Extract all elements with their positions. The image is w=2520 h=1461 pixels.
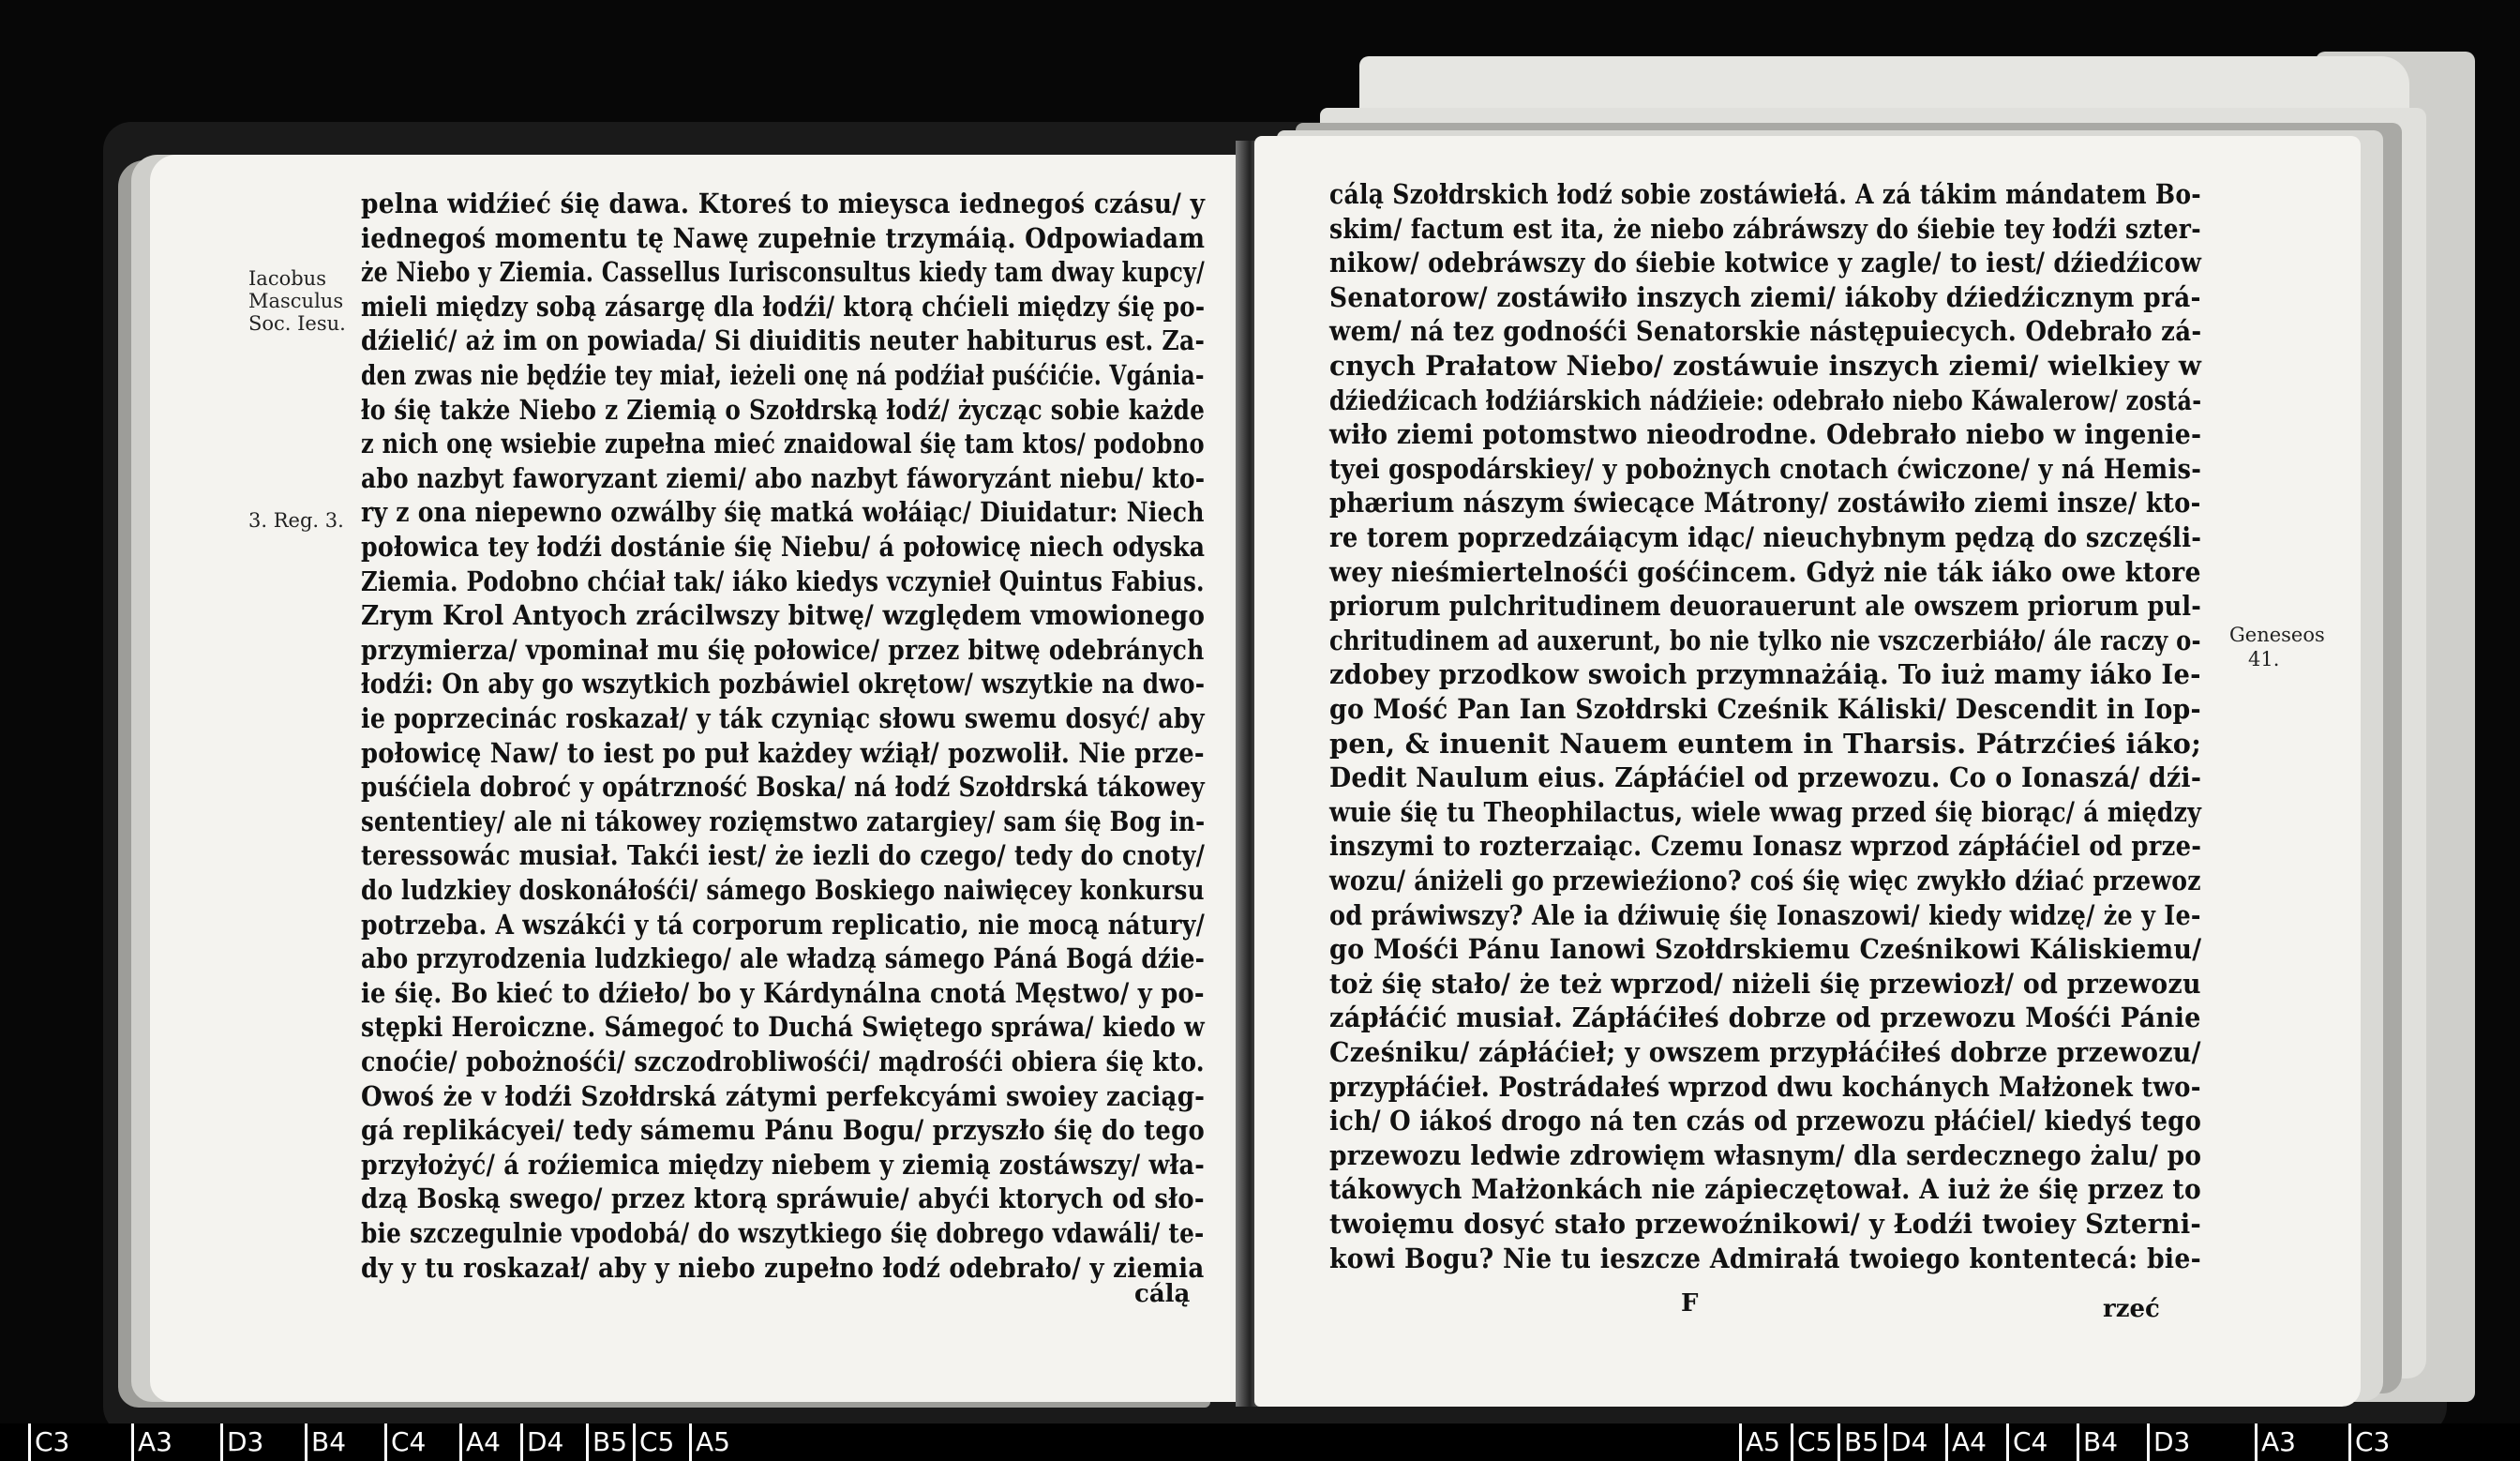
text-line: stępki Heroiczne. Sámegoć to Duchá Swiętego spráwa/ kiedo w	[361, 1011, 1205, 1044]
left-catchword: cálą	[1134, 1280, 1191, 1308]
text-line: sententiey/ ale ni tákowey rozięmstwo zatargiey/ sam śię Bog in-	[361, 805, 1206, 837]
scale-label: B4	[305, 1423, 346, 1461]
text-line: teressowác musiał. Takći iest/ że iezli do czego/ tedy do cnoty/	[361, 839, 1206, 872]
text-line: priorum pulchritudinem deuorauerunt ale owszem priorum pul-	[1329, 590, 2202, 623]
right-page	[1254, 136, 2361, 1407]
text-line: przyłożyć/ á roźiemica między niebem y ziemią zostáwszy/ wła-	[361, 1148, 1205, 1181]
text-line: den zwas nie będźie tey miał, ieżeli onę ná podźiał puśćićie. Vgánia-	[361, 359, 1205, 391]
text-line: od práwiwszy? Ale ia dźiwuię śię Ionaszowi/ kiedy widzę/ że y Ie-	[1329, 898, 2201, 931]
scale-label: C3	[2348, 1423, 2390, 1461]
text-line: Owoś że v łodźi Szołdrská zátymi perfekcyámi swoiey zaciąg-	[361, 1079, 1206, 1112]
scale-label: C4	[384, 1423, 426, 1461]
text-line: puśćiela dobroć y opátrzność Boska/ ná łodź Szołdrská tákowey	[361, 771, 1206, 804]
text-line: kowi Bogu? Nie tu ieszcze Admirałá twoiego kontentecá: bie-	[1329, 1242, 2201, 1274]
text-line: abo nazbyt faworyzant ziemi/ abo nazbyt fáworyzánt niebu/ kto-	[361, 461, 1206, 494]
text-line: go Mośći Pánu Ianowi Szołdrskiemu Cześnikowi Káliskiemu/	[1329, 933, 2202, 966]
scale-label: A5	[689, 1423, 730, 1461]
text-line: wiło ziemi potomstwo nieodrodne. Odebrało niebo w ingenie-	[1329, 418, 2202, 451]
margin-note-author-3: Soc. Iesu.	[248, 312, 346, 335]
text-line: cálą Szołdrskich łodź sobie zostáwiełá. A zá tákim mándatem Bo-	[1329, 178, 2201, 210]
text-line: dzą Boską swego/ przez ktorą spráwuie/ abyći ktorych od sło-	[361, 1182, 1205, 1215]
text-line: tákowych Małżonkách nie zápieczętował. A iuż że śię przez to	[1329, 1173, 2201, 1206]
text-line: cnych Prałatow Niebo/ zostáwuie inszych ziemi/ wielkiey w	[1329, 350, 2202, 382]
text-line: pelna widźieć śię dawa. Ktoreś to mieysca iednegoś czásu/ y	[361, 188, 1206, 219]
text-line: cnoćie/ pobożnośći/ szczodrobliwośći/ mądrośći obiera śię kto.	[361, 1046, 1205, 1077]
text-line: dźielić/ aż im on powiada/ Si diuiditis neuter habiturus est. Za-	[361, 324, 1206, 357]
text-line: wey nieśmiertelnośći gośćincem. Gdyż nie ták iáko owe ktore	[1329, 555, 2201, 588]
text-line: abo przyrodzenia ludzkiego/ ale władzą sámego Páná Bogá dźie-	[361, 942, 1206, 975]
scale-label: A3	[2255, 1423, 2296, 1461]
text-line: Dedit Naulum eius. Zápłáćiel od przewozu. Co o Ionaszá/ dźi-	[1329, 761, 2202, 794]
scale-label: B5	[1838, 1423, 1879, 1461]
text-line: bie szczegulnie vpodobá/ do wszytkiego śię dobrego vdawáli/ te-	[361, 1217, 1205, 1249]
scale-label: D4	[1884, 1423, 1928, 1461]
scale-label: D3	[2147, 1423, 2190, 1461]
text-line: potrzeba. A wszákći y tá corporum replicatio, nie mocą nátury/	[361, 908, 1206, 941]
text-line: go Mość Pan Ian Szołdrski Cześnik Káliski/ Descendit in Iop-	[1329, 693, 2201, 725]
text-line: połowicę Naw/ to iest po puł każdey wźiął/ pozwolił. Nie prze-	[361, 736, 1205, 769]
signature-mark: F	[1681, 1289, 1699, 1318]
text-line: z nich onę wsiebie zupełna mieć znaidowal śię tam ktos/ podobno	[361, 428, 1205, 460]
scale-label: A3	[131, 1423, 172, 1461]
text-line: Ziemia. Podobno chćiał tak/ iáko kiedys vczynieł Quintus Fabius.	[361, 565, 1205, 597]
text-line: mieli między sobą zásargę dla łodźi/ ktorą chćieli między śię po-	[361, 290, 1206, 323]
text-line: nikow/ odebráwszy do śiebie kotwice y zagle/ to iest/ dźiedźicow	[1329, 247, 2202, 279]
text-line: ich/ O iákoś drogo ná ten czás od przewozu płáćiel/ kiedyś tego	[1329, 1105, 2202, 1137]
left-page	[150, 155, 1242, 1402]
text-line: dy y tu roskazał/ aby y niebo zupełno łodź odebrało/ y ziemia	[361, 1251, 1205, 1284]
text-line: ło śię także Niebo z Ziemią o Szołdrską łodź/ życząc sobie każde	[361, 393, 1206, 426]
text-line: łodźi: On aby go wszytkich pozbáwiel okrętow/ wszytkie na dwo-	[361, 668, 1206, 700]
right-catchword: rzeć	[2103, 1295, 2160, 1323]
text-line: Zrym Krol Antyoch zrácilwszy bitwę/ względem vmowionego	[361, 599, 1206, 632]
text-line: inszymi to rozterzaiąc. Czemu Ionasz wprzod zápłáćiel od prze-	[1329, 830, 2202, 863]
text-line: że Niebo y Ziemia. Cassellus Iurisconsultus kiedy tam dway kupcy/	[361, 256, 1205, 289]
text-line: przymierza/ vpominał mu śię połowice/ przez bitwę odebránych	[361, 633, 1205, 666]
scale-label: A4	[459, 1423, 501, 1461]
margin-note-author-1: Iacobus	[248, 267, 326, 290]
text-line: zápłáćić musiał. Zápłáćiłeś dobrze od przewozu Mośći Pánie	[1329, 1002, 2201, 1034]
margin-note-reference: 3. Reg. 3.	[248, 509, 344, 532]
margin-note-genesis-1: Geneseos	[2229, 624, 2325, 646]
text-line: re torem poprzedzáiącym idąc/ nieuchybnym pędzą do szczęśli-	[1329, 521, 2202, 553]
text-line: połowica tey łodźi dostánie śię Niebu/ á połowicę niech odyska	[361, 531, 1206, 563]
text-line: Cześniku/ zápłáćieł; y owszem przypłáćiłeś dobrze przewozu/	[1329, 1036, 2201, 1068]
text-line: ry z ona niepewno ozwálby śię matká wołáiąc/ Diuidatur: Niech	[361, 496, 1205, 529]
text-line: Senatorow/ zostáwiło inszych ziemi/ iákoby dźiedźicznym prá-	[1329, 280, 2201, 313]
text-line: skim/ factum est ita, że niebo zábráwszy do śiebie tey łodźi szter-	[1329, 212, 2201, 245]
text-line: przewozu ledwie zdrowięm własnym/ dla serdecznego żalu/ po	[1329, 1138, 2202, 1171]
text-line: ie poprzecinác roskazał/ y ták czyniąc słowu swemu dosyć/ aby	[361, 702, 1205, 734]
text-line: phærium nászym świecące Mátrony/ zostáwiło ziemi insze/ kto-	[1329, 487, 2201, 520]
margin-note-author-2: Masculus	[248, 290, 344, 312]
margin-note-genesis-2: 41.	[2248, 648, 2280, 670]
text-line: wem/ ná tez godnośći Senatorskie nástępuiecych. Odebrało zá-	[1329, 315, 2202, 348]
scale-label: D3	[220, 1423, 263, 1461]
text-line: pen, & inuenit Nauem euntem in Tharsis. Pátrzćieś iáko;	[1329, 727, 2202, 760]
text-line: przypłáćieł. Postrádałeś wprzod dwu kochánych Małżonek two-	[1329, 1070, 2201, 1103]
text-line: do ludzkiey doskonáłośći/ sámego Boskiego naiwięcey konkursu	[361, 874, 1205, 906]
scale-label: C4	[2006, 1423, 2048, 1461]
text-line: twoięmu dosyć stało przewoźnikowi/ y Łodźi twoiey Szterni-	[1329, 1208, 2202, 1240]
text-line: tyei gospodárskiey/ y pobożnych cnotach ćwiczone/ y ná Hemis-	[1329, 452, 2202, 485]
scale-label: C5	[633, 1423, 674, 1461]
text-line: toż śię stało/ że też wprzod/ niżeli śię przewiozł/ od przewozu	[1329, 967, 2201, 1000]
scale-label: D4	[520, 1423, 563, 1461]
text-line: wozu/ ániżeli go przewieźiono? coś śię więc zwykło dźiać przewoz	[1329, 865, 2201, 896]
text-line: wuie śię tu Theophilactus, wiele wwag przed śię biorąc/ á między	[1329, 795, 2202, 828]
text-line: ie śię. Bo kieć to dźieło/ bo y Kárdynálna cnotá Męstwo/ y po-	[361, 976, 1205, 1009]
text-line: zdobey przodkow swoich przymnażáią. To iuż mamy iáko Ie-	[1329, 658, 2201, 691]
color-scale-bar	[0, 1423, 2520, 1461]
scale-label: C5	[1791, 1423, 1832, 1461]
scale-label: C3	[28, 1423, 69, 1461]
scale-label: A5	[1739, 1423, 1780, 1461]
text-line: chritudinem ad auxerunt, bo nie tylko nie vszczerbiáło/ ále raczy o-	[1329, 624, 2201, 656]
scale-label: B5	[586, 1423, 627, 1461]
scale-label: B4	[2077, 1423, 2118, 1461]
text-line: gá replikácyei/ tedy sámemu Pánu Bogu/ przyszło śię do tego	[361, 1114, 1205, 1147]
text-line: iednegoś momentu tę Nawę zupełnie trzymáią. Odpowiadam	[361, 221, 1206, 254]
text-line: dźiedźicach łodźiárskich nádźieie: odebrało niebo Káwalerow/ zostá-	[1329, 384, 2202, 416]
scale-label: A4	[1945, 1423, 1987, 1461]
